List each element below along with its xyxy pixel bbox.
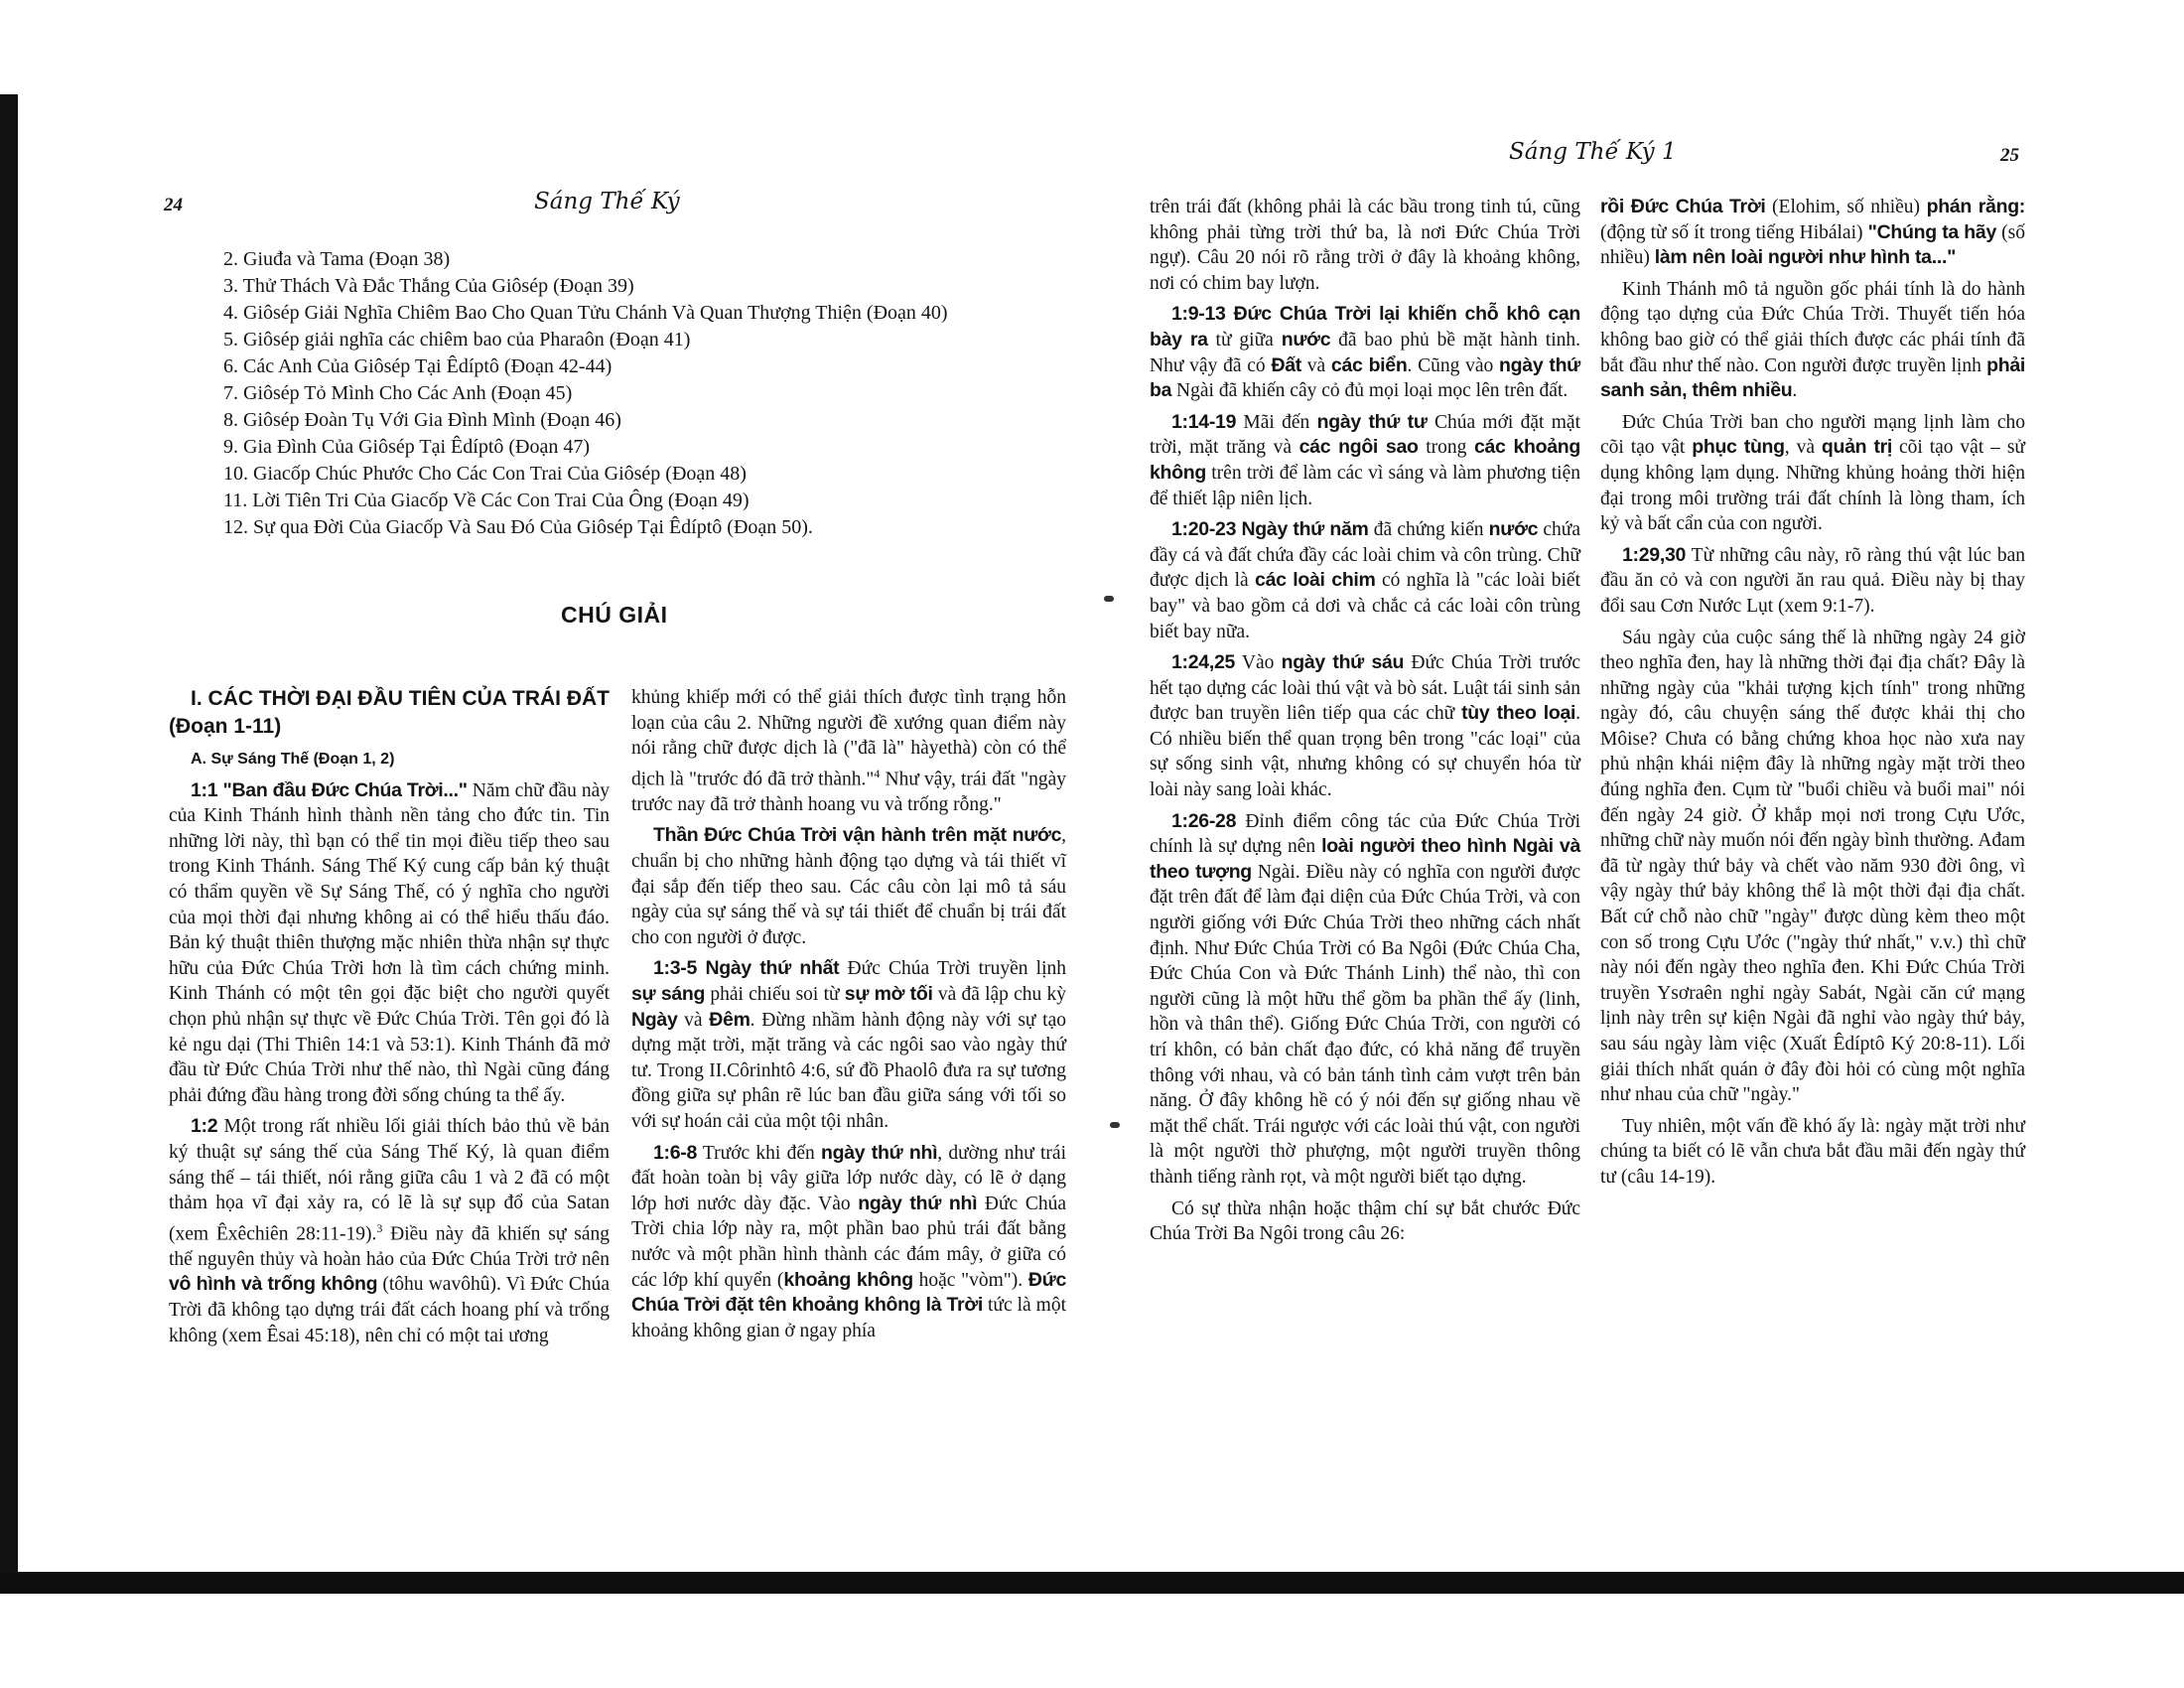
paragraph: rồi Đức Chúa Trời (Elohim, số nhiều) phán rằng: (động từ số ít trong tiếng Hibálai) "Chúng ta hãy (số nhiều) làm nên loài người như hình ta..." (1600, 196, 2025, 269)
table-of-contents (223, 246, 1047, 541)
scan-mark (1104, 596, 1114, 602)
verse-ref: 1:1 "Ban đầu Đức Chúa Trời..." (191, 778, 468, 801)
verse-ref: 1:14-19 (1171, 410, 1237, 433)
toc-item: 7. Giôsép Tỏ Mình Cho Các Anh (Đoạn 45) (223, 382, 573, 404)
paragraph: 1:9-13 Đức Chúa Trời lại khiến chỗ khô cạn bày ra từ giữa nước đã bao phủ bề mặt hành tinh. Như vậy đã có Đất và các biển. Cũng vào ngày thứ ba Ngài đã khiến cây cỏ đủ mọi loại mọc lên trên đất. (1150, 303, 1580, 402)
left-page-number: 24 (164, 195, 183, 215)
toc-item: 6. Các Anh Của Giôsép Tại Êdíptô (Đoạn 42-44) (223, 355, 613, 377)
paragraph: 1:6-8 Trước khi đến ngày thứ nhì, dường như trái đất hoàn toàn bị vây giữa lớp nước dày, có lẽ ở dạng lớp hơi nước dày đặc. Vào ngày thứ nhì Đức Chúa Trời chia lớp này ra, một phần bao phủ trái đất bằng nước và một phần hình thành các đám mây, ở giữa có các lớp khí quyển (khoảng không hoặc "vòm"). Đức Chúa Trời đặt tên khoảng không là Trời tức là một khoảng không gian ở ngay phía (631, 1141, 1067, 1341)
paragraph: Tuy nhiên, một vấn đề khó ấy là: ngày mặt trời như chúng ta biết có lẽ vẫn chưa bắt đầu mãi đến ngày thứ tư (câu 14-19). (1600, 1115, 2025, 1188)
paragraph: 1:26-28 Đỉnh điểm công tác của Đức Chúa Trời chính là sự dựng nên loài người theo hình Ngài và theo tượng Ngài. Điều này có nghĩa con người được đặt trên đất để làm đại diện của Đức Chúa Trời, và con người giống với Đức Chúa Trời theo những cách nhất định. Như Đức Chúa Trời có Ba Ngôi (Đức Chúa Cha, Đức Chúa Con và Đức Thánh Linh) thể nào, thì con người cũng là một hữu thể gồm ba phần thể ấy (linh, hồn và thân thể). Giống Đức Chúa Trời, con người có trí khôn, có bản chất đạo đức, có khả năng để truyền thông với nhau, và có bản tánh tình cảm vượt trên bản năng. Ở đây không hề có ý nói đến sự giống nhau về mặt thể chất. Trái ngược với các loài thú vật, con người là một người thờ phượng, một người truyền thông thành tiếng rành rọt, và một người biết tạo dựng. (1150, 809, 1581, 1188)
paragraph: 1:29,30 Từ những câu này, rõ ràng thú vật lúc ban đầu ăn cỏ và con người ăn rau quả. Điều này bị thay đổi sau Cơn Nước Lụt (xem 9:1-7). (1600, 543, 2025, 617)
toc-item: 11. Lời Tiên Tri Của Giacốp Về Các Con Trai Của Ông (Đoạn 49) (223, 490, 750, 511)
paragraph: 1:1 "Ban đầu Đức Chúa Trời..." Năm chữ đầu này của Kinh Thánh hình thành nền tảng cho đức tin. Tin những lời này, thì bạn có thể tin mọi điều tiếp theo sau trong Kinh Thánh. Sáng Thế Ký cung cấp bản ký thuật có thẩm quyền về Sự Sáng Thế, có ý nghĩa cho người của mọi thời đại nhưng không ai có thể hiểu thấu đáo. Bản ký thuật thiên thượng mặc nhiên thừa nhận sự thực hữu của Đức Chúa Trời hơn là tìm cách chứng minh. Kinh Thánh có một tên gọi đặc biệt cho người quyết chọn phủ nhận sự thực về Đức Chúa Trời. Tên gọi đó là kẻ ngu dại (Thi Thiên 14:1 và 53:1). Kinh Thánh đã mở đầu từ Đức Chúa Trời như thế nào, thì Ngài cũng đáng phải đứng đầu hàng trong đời sống chúng ta thể ấy. (169, 778, 610, 1106)
toc-item: 3. Thử Thách Và Đắc Thắng Của Giôsép (Đoạn 39) (223, 275, 634, 297)
subsection-title: A. Sự Sáng Thế (Đoạn 1, 2) (191, 751, 395, 768)
footnote-marker: 4 (874, 766, 881, 780)
scan-mark (1110, 1122, 1120, 1128)
verse-ref: 1:2 (191, 1115, 218, 1138)
left-running-head: Sáng Thế Ký (534, 189, 680, 214)
paragraph: 1:24,25 Vào ngày thứ sáu Đức Chúa Trời trước hết tạo dựng các loài thú vật và bò sát. Luật tái sinh sản được ban truyền liên tiếp qua các chữ tùy theo loại. Có nhiều biến thể quan trọng bên trong "các loại" của sự sống sinh vật, nhưng không có sự chuyển hóa từ loài này sang loài khác. (1150, 651, 1581, 801)
right-column-2 (1600, 195, 2025, 1196)
paragraph: khủng khiếp mới có thể giải thích được tình trạng hỗn loạn của câu 2. Những người đề xướng quan điểm này nói rằng chữ được dịch là ("đã là" hàyethà) còn có thể dịch là "trước đó đã trở thành."$^4$ Như vậy, trái đất "ngày trước nay đã trở thành hoang vu và trống rỗng." (631, 687, 1066, 815)
paragraph: Kinh Thánh mô tả nguồn gốc phái tính là do hành động tạo dựng của Đức Chúa Trời. Thuyết tiến hóa không bao giờ có thể giải thích được các phái tính đã bắt đầu như thế nào. Con người được truyền lịnh phải sanh sản, thêm nhiều. (1600, 278, 2025, 402)
paragraph: trên trái đất (không phải là các bầu trong tinh tú, cũng không phải từng trời thứ ba, là nơi Đức Chúa Trời ngự). Câu 20 nói rõ rằng trời ở đây là khoảng không, nơi có chim bay lượn. (1150, 197, 1580, 294)
left-column-1 (169, 685, 610, 1354)
verse-ref: 1:26-28 (1171, 809, 1237, 832)
paragraph: 1:3-5 Ngày thứ nhất Đức Chúa Trời truyền lịnh sự sáng phải chiếu soi từ sự mờ tối và đã lập chu kỳ Ngày và Đêm. Đừng nhầm hành động này với sự tạo dựng mặt trời, mặt trăng và các ngôi sao vào ngày thứ tư. Trong II.Côrinhtô 4:6, sứ đồ Phaolô đưa ra sự tương đồng giữa sự phân rẽ lúc ban đầu giữa sáng với tối so với sự hoán cải của một tội nhân. (631, 957, 1066, 1132)
verse-ref: 1:6-8 (653, 1141, 698, 1164)
paragraph: Đức Chúa Trời ban cho người mạng lịnh làm cho cõi tạo vật phục tùng, và quản trị cõi tạo vật – sử dụng không lạm dụng. Những khủng hoảng thời hiện đại trong môi trường trái đất chính là lòng tham, ích kỷ và bất cẩn của con người. (1600, 411, 2025, 535)
toc-item: 12. Sự qua Đời Của Giacốp Và Sau Đó Của Giôsép Tại Êdíptô (Đoạn 50). (223, 516, 813, 538)
toc-item: 4. Giôsép Giải Nghĩa Chiêm Bao Cho Quan Tửu Chánh Và Quan Thượng Thiện (Đoạn 40) (223, 302, 948, 324)
paragraph: 1:2 Một trong rất nhiều lối giải thích bảo thủ về bản ký thuật sự sáng thế của Sáng Thế Ký, là quan điểm sáng thế – tái thiết, nói rằng giữa câu 1 và 2 đã có một thảm họa vĩ đại xảy ra, có lẽ là sự sụp đổ của Satan (xem Êxêchiên 28:11-19).$^3$ Điều này đã khiến sự sáng thế nguyên thủy và hoàn hảo của Đức Chúa Trời trở nên vô hình và trống không (tôhu wavôhû). Vì Đức Chúa Trời đã không tạo dựng trái đất cách hoang phí và trống không (xem Êsai 45:18), nên chỉ có một tai ương (169, 1115, 610, 1346)
paragraph: Sáu ngày của cuộc sáng thế là những ngày 24 giờ theo nghĩa đen, hay là những thời đại địa chất? Đây là những ngày của "khải tượng kịch tính" trong những ngày đó, câu chuyện sáng thế được khải thị cho Môise? Chưa có bằng chứng khoa học nào xưa nay phủ nhận khái niệm đây là những ngày mặt trời theo đúng nghĩa đen. Cụm từ "buổi chiều và buổi mai" nói đến ngày 24 giờ. Ở khắp mọi nơi trong Cựu Ước, những chữ này muốn nói đến ngày bình thường. Ađam đã từ ngày thứ bảy và chết vào năm 930 đời ông, vì vậy ngày thứ bảy không thể là một thời đại địa chất. Bất cứ chỗ nào chữ "ngày" được dùng kèm theo một con số trong Cựu Ước ("ngày thứ nhất," v.v.) thì chữ này nói đến ngày theo nghĩa đen. Khi Đức Chúa Trời truyền Ysơraên nghỉ ngày Sabát, Ngài căn cứ mạng lịnh này trên sự kiện Ngài đã nghỉ vào ngày thứ bảy, sau sáu ngày làm việc (Xuất Êdíptô Ký 20:8-11). Lối giải thích nhất quán ở đây đòi hỏi có cùng một nghĩa như nhau của chữ "ngày." (1600, 627, 2025, 1106)
verse-ref: 1:3-5 Ngày thứ nhất (653, 957, 840, 980)
section-heading: CHÚ GIẢI (561, 602, 668, 628)
footnote-marker: 3 (376, 1220, 383, 1235)
right-page-number: 25 (2000, 145, 2019, 166)
verse-ref: 1:20-23 Ngày thứ năm (1171, 518, 1369, 541)
verse-ref: 1:29,30 (1622, 543, 1687, 566)
toc-item: 8. Giôsép Đoàn Tụ Với Gia Đình Mình (Đoạn 46) (223, 409, 621, 431)
scan-left-edge (0, 94, 18, 1584)
toc-item: 9. Gia Đình Của Giôsép Tại Êdíptô (Đoạn 47) (223, 436, 591, 458)
verse-ref: 1:9-13 Đức Chúa Trời lại khiến chỗ khô cạn bày ra (1150, 303, 1580, 351)
paragraph: Thần Đức Chúa Trời vận hành trên mặt nước, chuẩn bị cho những hành động tạo dựng và tái thiết vĩ đại sắp đến tiếp theo sau. Các câu còn lại mô tả sáu ngày của sự sáng thế và sự tái thiết để chuẩn bị trái đất cho con người ở được. (631, 824, 1066, 948)
scan-bottom-edge (0, 1572, 2184, 1594)
paragraph: Có sự thừa nhận hoặc thậm chí sự bắt chước Đức Chúa Trời Ba Ngôi trong câu 26: (1150, 1197, 1580, 1245)
paragraph: 1:20-23 Ngày thứ năm đã chứng kiến nước chứa đầy cá và đất chứa đầy các loài chim và côn trùng. Chữ được dịch là các loài chim có nghĩa là "các loài biết bay" và bao gồm cả dơi và chắc cả các loài côn trùng biết bay nữa. (1150, 518, 1580, 642)
chapter-title: I. CÁC THỜI ĐẠI ĐẦU TIÊN CỦA TRÁI ĐẤT (Đoạn 1-11) (169, 687, 610, 738)
left-column-2 (631, 685, 1066, 1349)
right-running-head: Sáng Thế Ký 1 (1509, 139, 1677, 165)
toc-item: 5. Giôsép giải nghĩa các chiêm bao của Pharaôn (Đoạn 41) (223, 329, 691, 351)
right-column-1 (1150, 195, 1580, 1253)
toc-item: 10. Giacốp Chúc Phước Cho Các Con Trai Của Giôsép (Đoạn 48) (223, 463, 747, 485)
verse-ref: 1:24,25 (1171, 651, 1236, 674)
toc-item: 2. Giuđa và Tama (Đoạn 38) (223, 248, 451, 270)
paragraph: 1:14-19 Mãi đến ngày thứ tư Chúa mới đặt mặt trời, mặt trăng và các ngôi sao trong các khoảng không trên trời để làm các vì sáng và làm phương tiện để thiết lập niên lịch. (1150, 410, 1580, 509)
